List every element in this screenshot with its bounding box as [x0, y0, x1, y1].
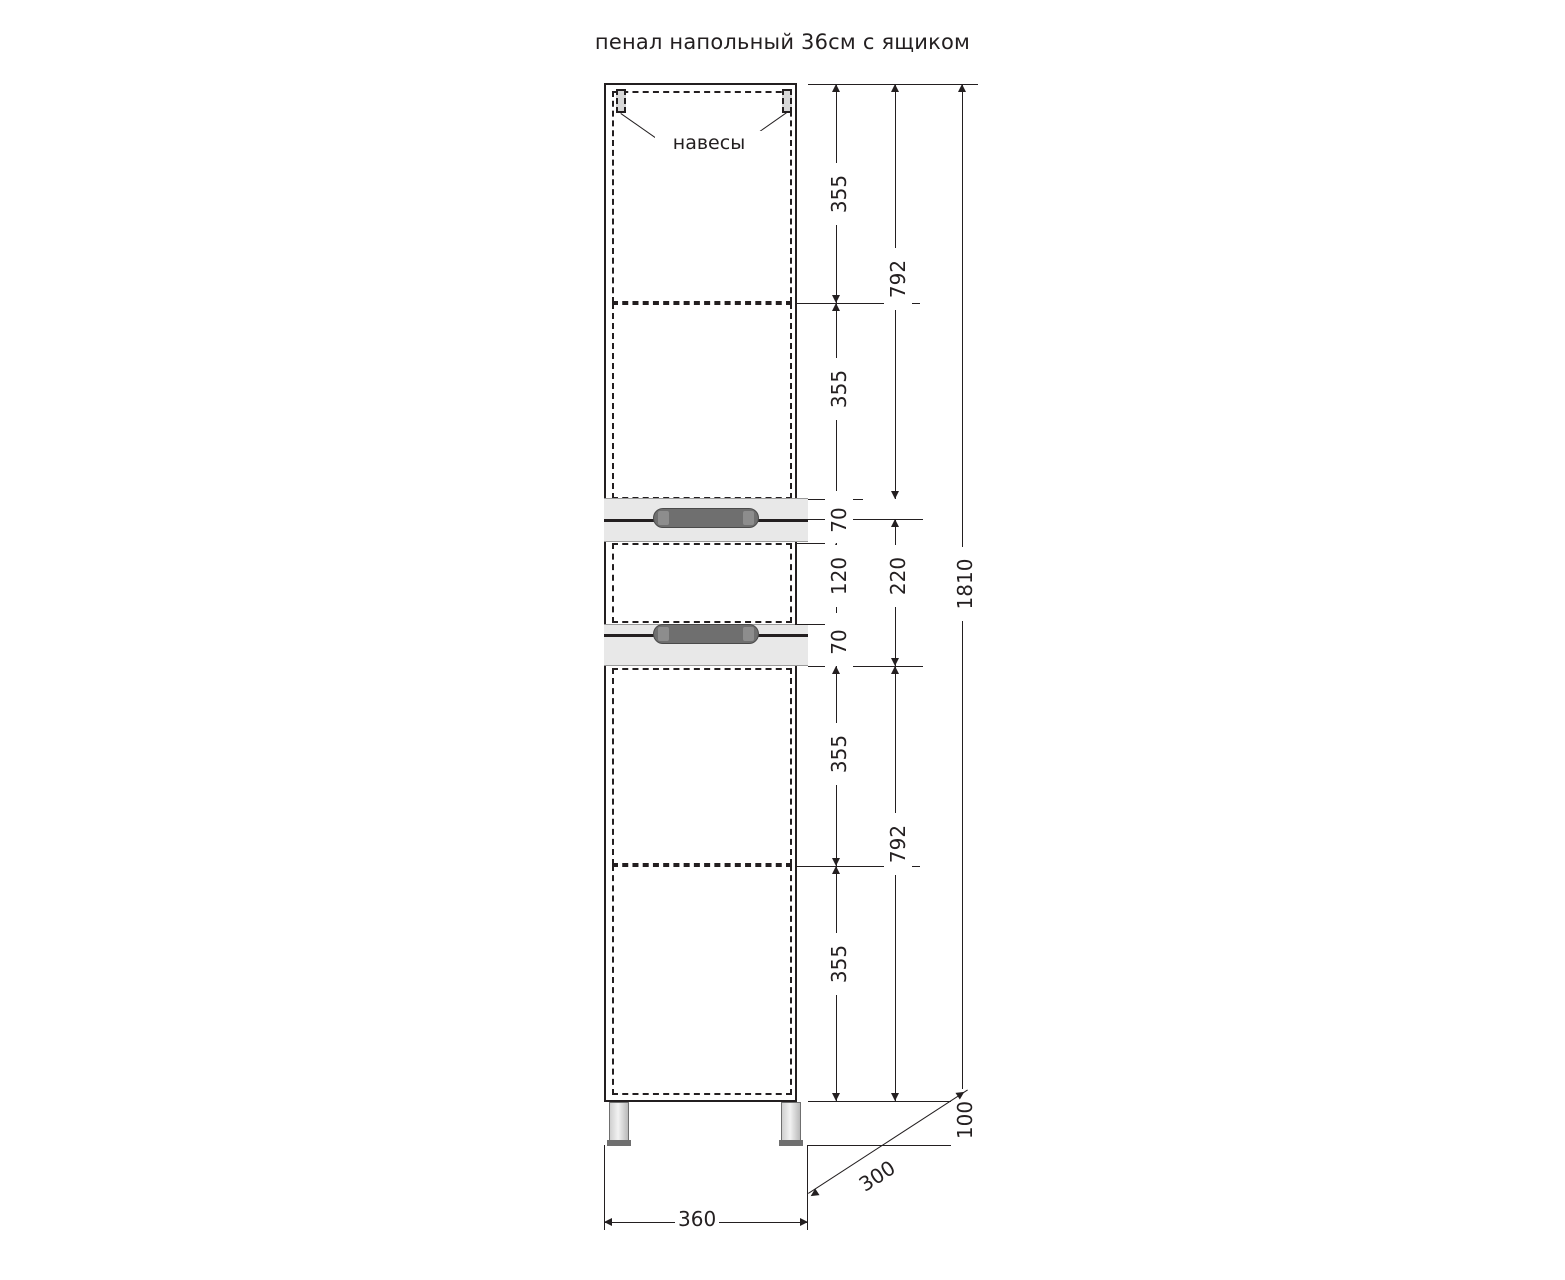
dim-label-300: 300 [851, 1152, 903, 1200]
dim-arrow-1810-top [958, 84, 966, 92]
dim-label-355-a: 355 [825, 163, 853, 225]
bottom-door-upper-section [612, 668, 792, 865]
cabinet-foot-right [781, 1102, 801, 1144]
dim-arrow-355-a-bottom [832, 295, 840, 303]
dim-arrow-360-right [800, 1218, 808, 1226]
dim-arrow-360-left [604, 1218, 612, 1226]
top-door-upper-section [612, 91, 792, 303]
dim-label-220: 220 [884, 545, 912, 607]
dim-label-120: 120 [825, 545, 853, 607]
dim-label-355-b: 355 [825, 358, 853, 420]
cabinet-foot-cap-left [607, 1140, 631, 1146]
dim-label-355-c: 355 [825, 723, 853, 785]
hangers-label: навесы [655, 131, 763, 155]
dim-arrow-355-d-bottom [832, 1093, 840, 1101]
dim-arrow-792-top-bottom [891, 491, 899, 499]
dim-arrow-792-top-top [891, 84, 899, 92]
hanger-bracket-left-icon [616, 89, 626, 113]
dim-arrow-220-bottom [891, 658, 899, 666]
dim-label-792-top: 792 [884, 248, 912, 310]
drawer-handle-lower [653, 624, 759, 644]
dim-arrow-355-a-top [832, 84, 840, 92]
dim-arrow-355-d-top [832, 866, 840, 874]
cabinet-side-panel [795, 83, 808, 1102]
hanger-bracket-right-icon [782, 89, 792, 113]
dim-arrow-355-b-top [832, 303, 840, 311]
dim-label-1810: 1810 [951, 547, 979, 621]
cabinet-foot-left [609, 1102, 629, 1144]
page-title: пенал напольный 36см с ящиком [594, 30, 971, 54]
cabinet-foot-cap-right [779, 1140, 803, 1146]
dim-line-792-bot [895, 666, 896, 1101]
dim-label-792-bot: 792 [884, 813, 912, 875]
bottom-door-lower-section [612, 865, 792, 1095]
dim-arrow-355-c-bottom [832, 858, 840, 866]
dim-arrow-792-bot-bottom [891, 1093, 899, 1101]
drawer-front-panel [612, 543, 792, 623]
dim-label-100: 100 [951, 1089, 979, 1151]
dim-arrow-220-top [891, 519, 899, 527]
dim-label-355-d: 355 [825, 933, 853, 995]
drawer-handle-upper [653, 508, 759, 528]
dim-arrow-300-start [808, 1188, 819, 1199]
dim-arrow-355-c-top [832, 666, 840, 674]
dim-label-70-a: 70 [825, 491, 853, 549]
dim-label-70-b: 70 [825, 613, 853, 671]
top-door-lower-section [612, 303, 792, 499]
dim-label-360: 360 [675, 1205, 719, 1233]
dim-arrow-792-bot-top [891, 666, 899, 674]
